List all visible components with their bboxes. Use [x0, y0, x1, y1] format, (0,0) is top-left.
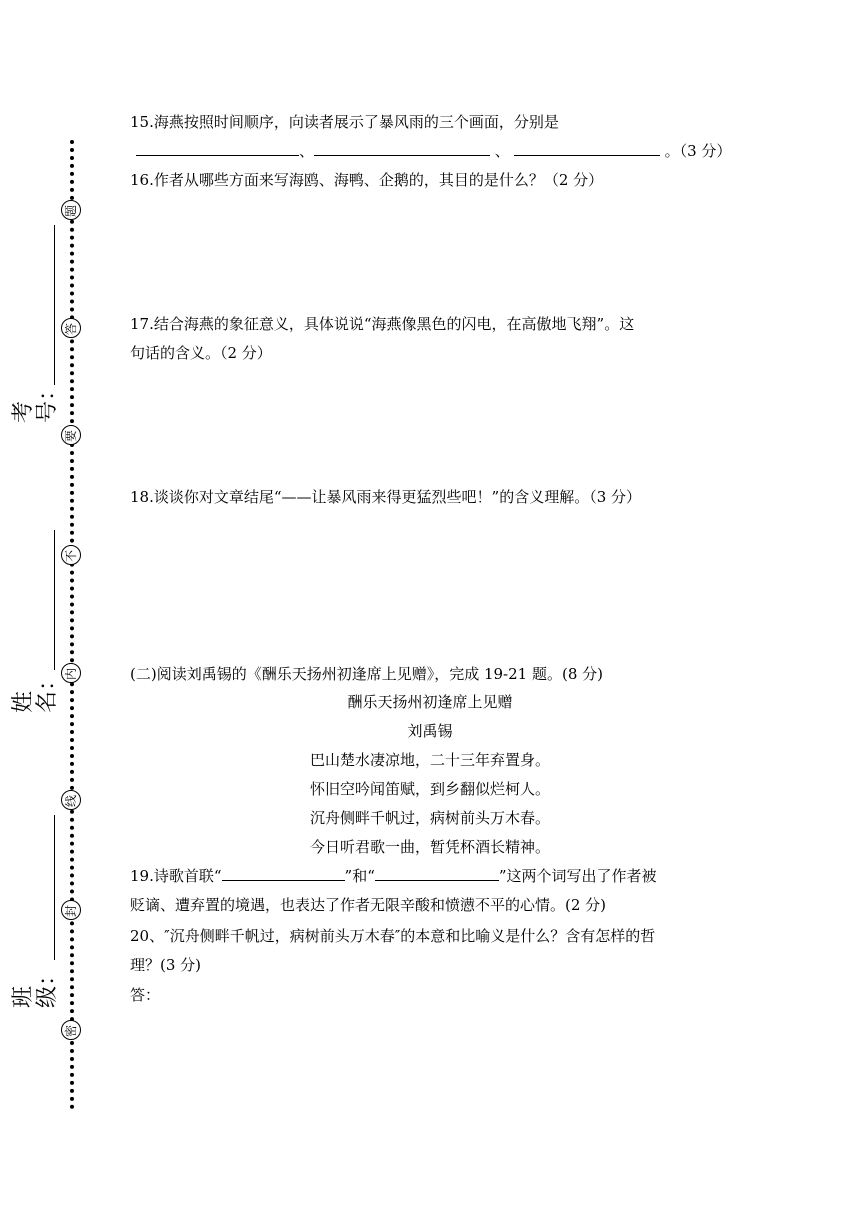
poem-line: 今日听君歌一曲，暂凭杯酒长精神。 — [309, 838, 550, 856]
banji-label: 班级： — [11, 963, 60, 1008]
answer-blank[interactable] — [136, 141, 299, 156]
question-20-line2: 理？(3 分) — [130, 956, 202, 974]
xingming-label: 姓名： — [11, 668, 60, 713]
question-20-line1: 20、″沉舟侧畔千帆过，病树前头万木春″的本意和比喻义是什么？含有怎样的哲 — [130, 927, 656, 945]
seal-char: 线 — [61, 790, 81, 810]
answer-blank[interactable] — [375, 866, 499, 881]
kaohao-label: 考号： — [11, 378, 60, 423]
seal-char: 答 — [61, 318, 81, 338]
answer-blank[interactable] — [514, 141, 660, 156]
poem-line: 怀旧空吟闻笛赋，到乡翻似烂柯人。 — [309, 780, 550, 798]
kaohao-underline — [54, 225, 55, 385]
seal-char: 题 — [61, 200, 81, 220]
seal-char: 要 — [61, 425, 81, 445]
poem-title: 酬乐天扬州初逢席上见赠 — [347, 693, 513, 711]
question-17-line2: 句话的含义。（2 分） — [130, 344, 272, 362]
answer-label: 答： — [130, 986, 161, 1004]
seal-char: 密 — [61, 1020, 81, 1040]
seal-char: 封 — [61, 900, 81, 920]
question-16: 16.作者从哪些方面来写海鸥、海鸭、企鹅的，其目的是什么？（2 分） — [130, 171, 604, 189]
poem-author: 刘禹锡 — [407, 722, 453, 740]
seal-char: 不 — [61, 545, 81, 565]
section-2-intro: (二)阅读刘禹锡的《酬乐天扬州初逢席上见赠》，完成 19-21 题。(8 分) — [130, 665, 604, 683]
question-15: 15.海燕按照时间顺序，向读者展示了暴风雨的三个画面，分别是 — [130, 113, 559, 131]
question-18: 18.谈谈你对文章结尾“——让暴风雨来得更猛烈些吧！”的含义理解。（3 分） — [130, 488, 642, 506]
answer-blank[interactable] — [314, 141, 490, 156]
binding-dotted-line — [70, 140, 74, 1110]
poem-line: 沉舟侧畔千帆过，病树前头万木春。 — [309, 809, 550, 827]
seal-char: 内 — [61, 663, 81, 683]
banji-underline — [54, 815, 55, 960]
question-17-line1: 17.结合海燕的象征意义，具体说说“海燕像黑色的闪电，在高傲地飞翔”。这 — [130, 315, 635, 333]
xingming-underline — [54, 530, 55, 670]
poem-line: 巴山楚水凄凉地，二十三年弃置身。 — [309, 751, 550, 769]
question-19-line2: 贬谪、遭弃置的境遇，也表达了作者无限辛酸和愤懑不平的心情。(2 分) — [130, 896, 607, 914]
question-19-line1: 19.诗歌首联“ ”和“ ”这两个词写出了作者被 — [130, 867, 657, 885]
question-15-blanks: 、 、 。（3 分） — [136, 141, 731, 161]
answer-blank[interactable] — [222, 866, 345, 881]
